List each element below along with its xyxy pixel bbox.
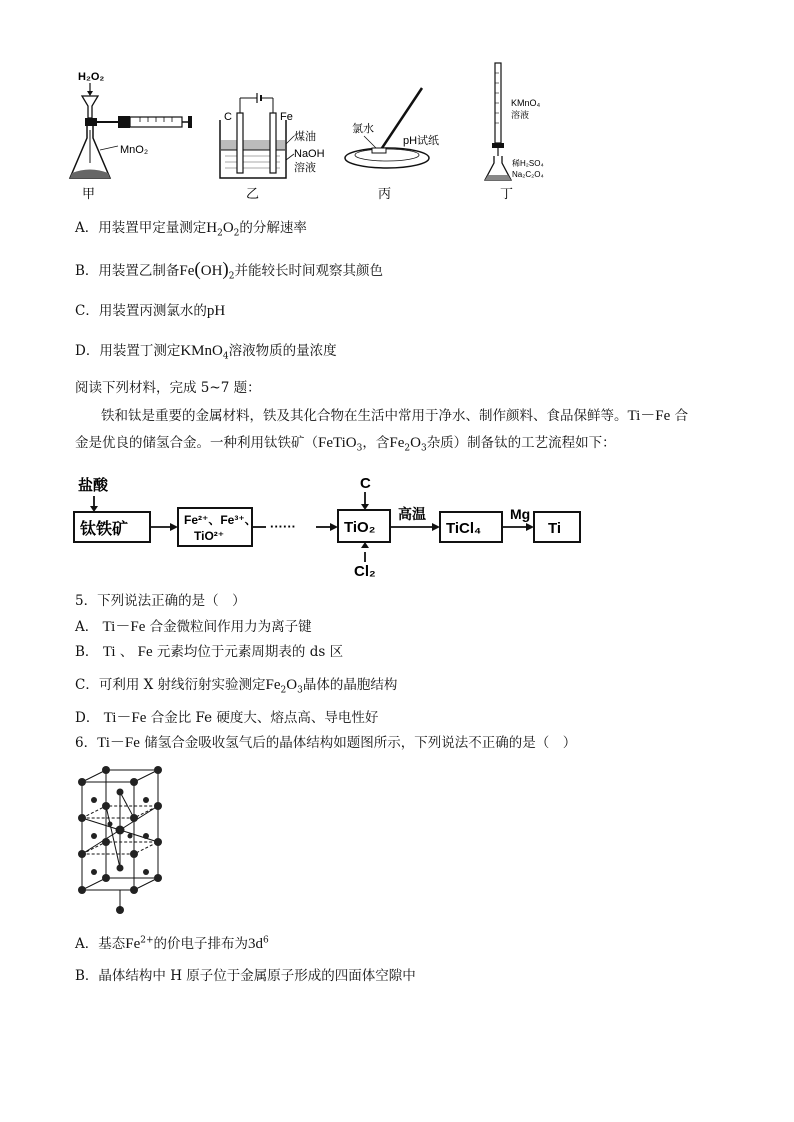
q5-option-a: A． Ti－Fe 合金微粒间作用力为离子键 <box>75 619 312 635</box>
ore-label: 钛铁矿 <box>80 519 129 538</box>
apparatus-ding <box>485 63 544 201</box>
dilute-h2so4-label: 稀H₂SO₄ <box>512 159 544 168</box>
q6-option-a: A．基态$Fe^{2+}$的价电子排布为$3d^6$ <box>75 935 269 952</box>
chlorine-label: Cl₂ <box>354 563 376 580</box>
q5-option-b: B． Ti 、 Fe 元素均位于元素周期表的 ds 区 <box>75 644 344 660</box>
kerosene-label: 煤油 <box>294 131 316 143</box>
q5-option-c: C．可利用 X 射线衍射实验测定$Fe_2O_3$晶体的晶胞结构 <box>75 677 398 696</box>
apparatus-jia <box>70 71 192 201</box>
yi-solution-label: 溶液 <box>294 162 316 174</box>
reading-para-line2: 金是优良的储氢合金。一种利用钛铁矿（FeTiO$_3$，含$Fe_2O_3$杂质）制备钛的工艺流程如下： <box>75 435 616 454</box>
q4-option-c: C．用装置丙测氯水的pH <box>75 303 226 319</box>
q4-option-a: A．用装置甲定量测定$H_2O_2$的分解速率 <box>75 220 307 239</box>
electrode-fe-label: Fe <box>280 111 293 123</box>
chlorine-water-label: 氯水 <box>352 123 374 135</box>
na2c2o4-label: Na₂C₂O₄ <box>512 170 544 179</box>
ticl4-label: TiCl₄ <box>446 520 482 537</box>
mno2-label: MnO₂ <box>120 144 149 156</box>
q5-option-d: D． Ti－Fe 合金比 Fe 硬度大、熔点高、导电性好 <box>75 710 379 726</box>
ph-paper-label: pH试纸 <box>403 135 440 147</box>
apparatus-yi <box>220 93 325 201</box>
mg-label: Mg <box>510 506 531 522</box>
yi-caption: 乙 <box>246 186 260 201</box>
electrode-c-label: C <box>224 111 232 123</box>
q4-option-b: B．用装置乙制备$Fe(OH)_2$并能较长时间观察其颜色 <box>75 259 383 282</box>
acid-label: 盐酸 <box>78 476 109 494</box>
ions-line2: TiO²⁺ <box>194 529 225 543</box>
ding-solution-label: 溶液 <box>511 110 530 120</box>
reading-para-line1: 铁和钛是重要的金属材料，铁及其化合物在生活中常用于净水、制作颜料、食品保鲜等。Ti－Fe 合 <box>101 408 689 424</box>
jia-caption: 甲 <box>82 186 96 201</box>
ding-caption: 丁 <box>500 186 514 201</box>
process-flowchart <box>70 468 590 583</box>
apparatus-bing <box>345 88 439 201</box>
high-temp-label: 高温 <box>398 507 426 523</box>
q5-stem: 5．下列说法正确的是（ ） <box>75 593 246 609</box>
crystal-structure-figure <box>70 762 170 920</box>
reading-intro: 阅读下列材料，完成 5~7 题： <box>75 380 261 396</box>
bing-caption: 丙 <box>378 186 392 201</box>
tio2-label: TiO₂ <box>344 519 376 536</box>
h2o2-label: H₂O₂ <box>78 71 105 83</box>
carbon-label: C <box>360 475 371 492</box>
ellipsis-dots: ······ <box>270 519 296 534</box>
naoh-label: NaOH <box>294 148 325 160</box>
kmno4-label: KMnO₄ <box>511 98 541 108</box>
ti-label: Ti <box>548 520 562 537</box>
apparatus-figure <box>60 58 580 208</box>
ions-line1: Fe²⁺、Fe³⁺、 <box>184 513 257 527</box>
q6-stem: 6．Ti－Fe 储氢合金吸收氢气后的晶体结构如题图所示，下列说法不正确的是（ ） <box>75 735 577 751</box>
q6-option-b: B．晶体结构中 H 原子位于金属原子形成的四面体空隙中 <box>75 968 416 984</box>
q4-option-d: D．用装置丁测定KMnO$_4$溶液物质的量浓度 <box>75 343 337 362</box>
